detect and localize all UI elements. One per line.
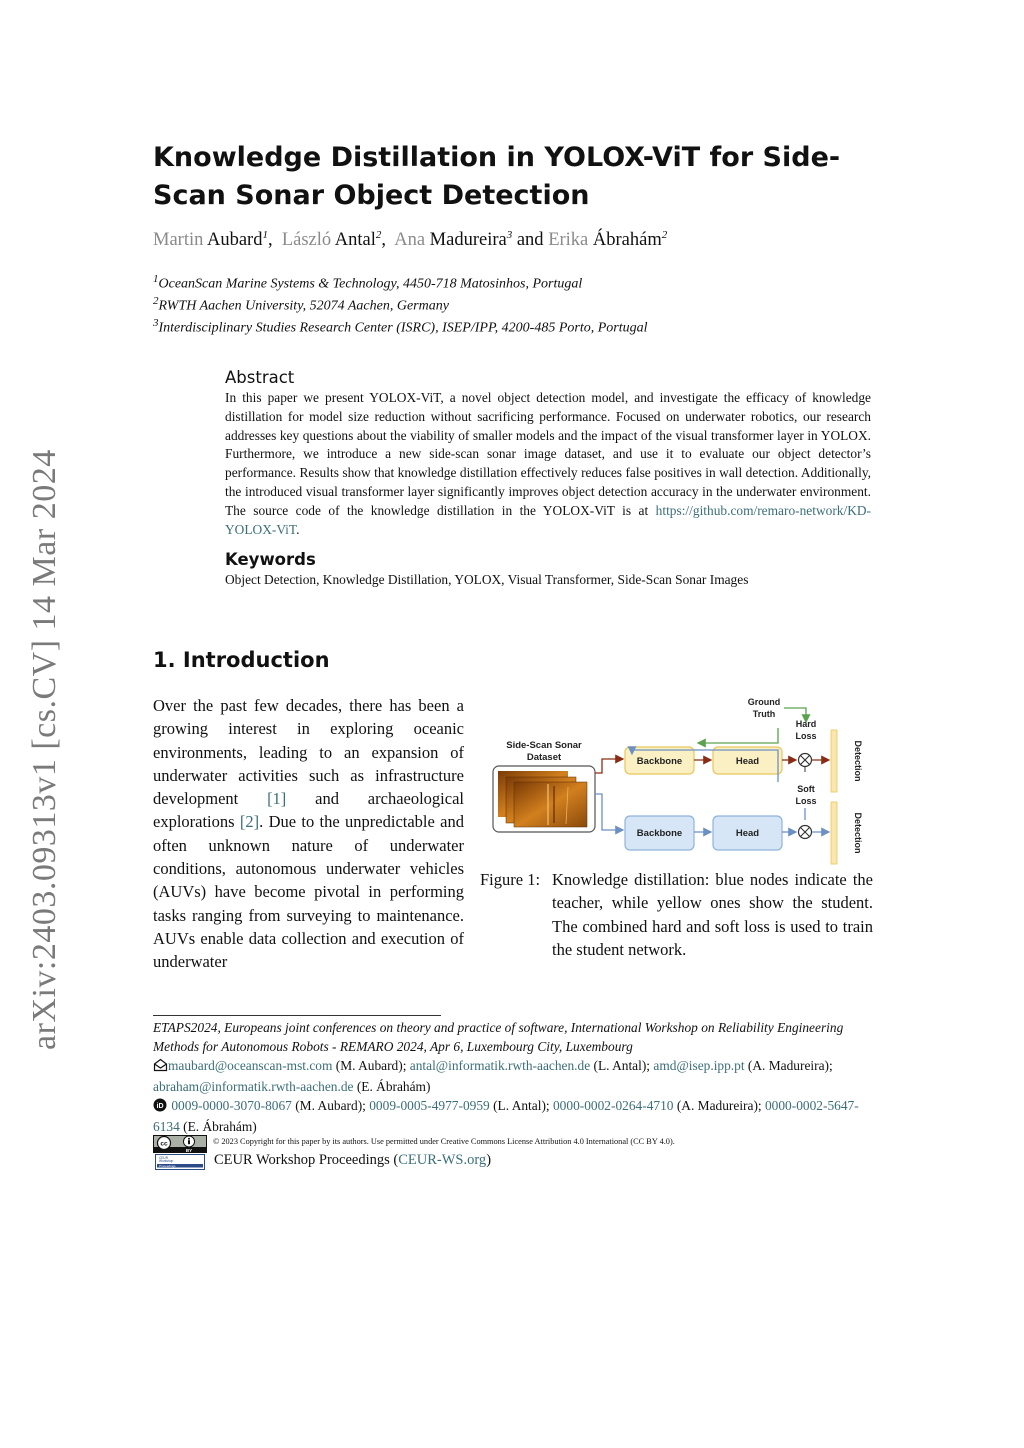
detection-label: Detection — [853, 740, 863, 782]
student-detection-bar — [831, 730, 837, 792]
email-link[interactable]: maubard@oceanscan-mst.com — [168, 1057, 333, 1073]
footnote-divider — [153, 1015, 441, 1016]
svg-text:Workshop: Workshop — [159, 1159, 174, 1163]
figure-caption-text: Knowledge distillation: blue nodes indicate the teacher, while yellow ones show the student. The combined hard and soft loss is used to train the student network. — [552, 870, 873, 959]
orcid-icon — [153, 1098, 168, 1118]
figure-label: Figure 1: — [480, 870, 541, 889]
citation-link[interactable]: [1] — [267, 789, 287, 809]
copyright-line: cc BY © 2023 Copyright for this paper by its authors. Use permitted under Creative Commons License Attribution 4.0 International (CC BY 4.0). — [153, 1135, 873, 1153]
affiliation: $^3$Interdisciplinary Studies Research Center (ISRC), ISEP/IPP, 4200-485 Porto, Portugal — [153, 317, 648, 336]
email-link[interactable]: antal@informatik.rwth-aachen.de — [409, 1057, 591, 1073]
venue-note: ETAPS2024, Europeans joint conferences on theory and practice of software, International Workshop on Reliability Engineering Methods for Autonomous Robots - REMARO 2024, Apr 6, Luxembourg City, Luxembourg — [153, 1020, 844, 1054]
citation-link[interactable]: [2] — [239, 812, 260, 832]
abstract-heading: Abstract — [225, 368, 295, 387]
student-combinator — [799, 754, 812, 767]
dataset-label: Side-Scan Sonar — [506, 740, 582, 751]
ceur-ws-link[interactable]: CEUR-WS.org — [398, 1152, 487, 1168]
svg-text:cc: cc — [160, 1140, 168, 1148]
ceur-logo-icon — [155, 1154, 205, 1170]
email-link[interactable]: amd@isep.ipp.pt — [653, 1057, 745, 1073]
svg-text:BY: BY — [185, 1147, 193, 1153]
figure-caption — [480, 868, 873, 961]
keywords-text: Object Detection, Knowledge Distillation, YOLOX, Visual Transformer, Side-Scan Sonar Images — [225, 572, 749, 587]
soft-loss-label: Soft — [797, 784, 815, 794]
svg-text:Head: Head — [735, 756, 760, 767]
author: Ana Madureira$^3$ — [394, 229, 513, 251]
orcid-link[interactable]: 0009-0005-4977-0959 — [369, 1097, 490, 1113]
orcid-link[interactable]: 0000-0002-5647-6134 — [153, 1097, 859, 1134]
svg-text:Head: Head — [735, 828, 760, 839]
teacher-detection-bar — [831, 802, 837, 864]
svg-text:Backbone: Backbone — [636, 756, 683, 767]
source-code-link[interactable]: https://github.com/remaro-network/KD-YOLOX-ViT — [225, 502, 871, 537]
orcid-link[interactable]: 0000-0002-0264-4710 — [552, 1097, 674, 1113]
svg-text:Backbone: Backbone — [636, 828, 683, 839]
hard-loss-label: Loss — [795, 731, 817, 741]
cc-by-license-icon — [153, 1135, 207, 1153]
orcid-link[interactable]: 0009-0000-3070-8067 — [171, 1097, 292, 1113]
orcid-line: iD 0009-0000-3070-8067 (M. Aubard); 0009-0005-4977-0959 (L. Antal); 0000-0002-0264-4710 (A. Madureira); 0000-0002-5647-6134 (E. Ábrahám) — [153, 1097, 859, 1134]
hard-loss-label: Hard — [795, 719, 817, 729]
soft-loss-label: Loss — [795, 796, 817, 806]
abstract-text: In this paper we present YOLOX-ViT, a novel object detection model, and investigate the efficacy of knowledge distillation for model size reduction without sacrificing performance. Focused on underwater robotics, our research addresses key questions about the viability of smaller models and the impact of the visual transformer layer in YOLOX. Furthermore, we introduce a new side-scan sonar image dataset, and use it to evaluate our object detector’s performance. Results show that knowledge distillation effectively reduces false positives in wall detection. Additionally, the introduced visual transformer layer significantly improves object detection accuracy in the underwater environment. The source code of the knowledge distillation in the YOLOX-ViT is at https://github.com/remaro-network/KD-YOLOX-ViT. — [225, 390, 871, 537]
svg-text:iD: iD — [156, 1102, 164, 1110]
svg-text:CEUR: CEUR — [159, 1156, 169, 1160]
ground-truth-label: Truth — [752, 709, 776, 719]
teacher-combinator — [799, 826, 812, 839]
ground-truth-label: Ground — [747, 697, 781, 707]
ceur-line: CEUR Workshop Proceedings CEUR Workshop Proceedings (CEUR-WS.org) — [153, 1152, 653, 1172]
author: Martin Aubard$^1$ — [153, 229, 268, 251]
affiliation: $^2$RWTH Aachen University, 52074 Aachen, Germany — [153, 295, 449, 314]
detection-label: Detection — [853, 812, 863, 854]
svg-text:Proceedings: Proceedings — [159, 1164, 176, 1168]
email-line: maubard@oceanscan-mst.com (M. Aubard); antal@informatik.rwth-aachen.de (L. Antal); amd@isep.ipp.pt (A. Madureira); abraham@informatik.rwth-aachen.de (E. Ábrahám) — [153, 1057, 833, 1094]
introduction-paragraph: Over the past few decades, there has been a growing interest in exploring oceanic environments, leading to an expansion of underwater activities such as infrastructure development [1] and archaeological explorations [2]. Due to the unpredictable and often unknown nature of underwater conditions, autonomous underwater vehicles (AUVs) have become pivotal in performing tasks ranging from surveying to maintenance. AUVs enable data collection and execution of underwater — [153, 696, 464, 972]
author: Erika Ábrahám$^2$ — [548, 229, 668, 251]
section-heading: 1. Introduction — [153, 648, 330, 672]
keywords-heading: Keywords — [225, 550, 316, 569]
affiliation: $^1$OceanScan Marine Systems & Technology, 4450-718 Matosinhos, Portugal — [153, 273, 583, 292]
author-list: Martin Aubard$^1$, László Antal$^2$, Ana Madureira$^3$ and Erika Ábrahám$^2$ — [153, 229, 668, 251]
paper-title: Knowledge Distillation in YOLOX-ViT for Side-Scan Sonar Object Detection — [153, 142, 841, 211]
email-link[interactable]: abraham@informatik.rwth-aachen.de — [153, 1078, 354, 1094]
author: László Antal$^2$ — [281, 229, 382, 251]
knowledge-distillation-diagram — [478, 692, 878, 867]
arxiv-identifier-stamp: arXiv:2403.09313v1 [cs.CV] 14 Mar 2024 — [26, 449, 63, 1050]
footnote — [153, 1019, 868, 1136]
sonar-image-stack — [498, 771, 587, 827]
email-icon — [153, 1058, 168, 1078]
dataset-label: Dataset — [526, 752, 562, 763]
